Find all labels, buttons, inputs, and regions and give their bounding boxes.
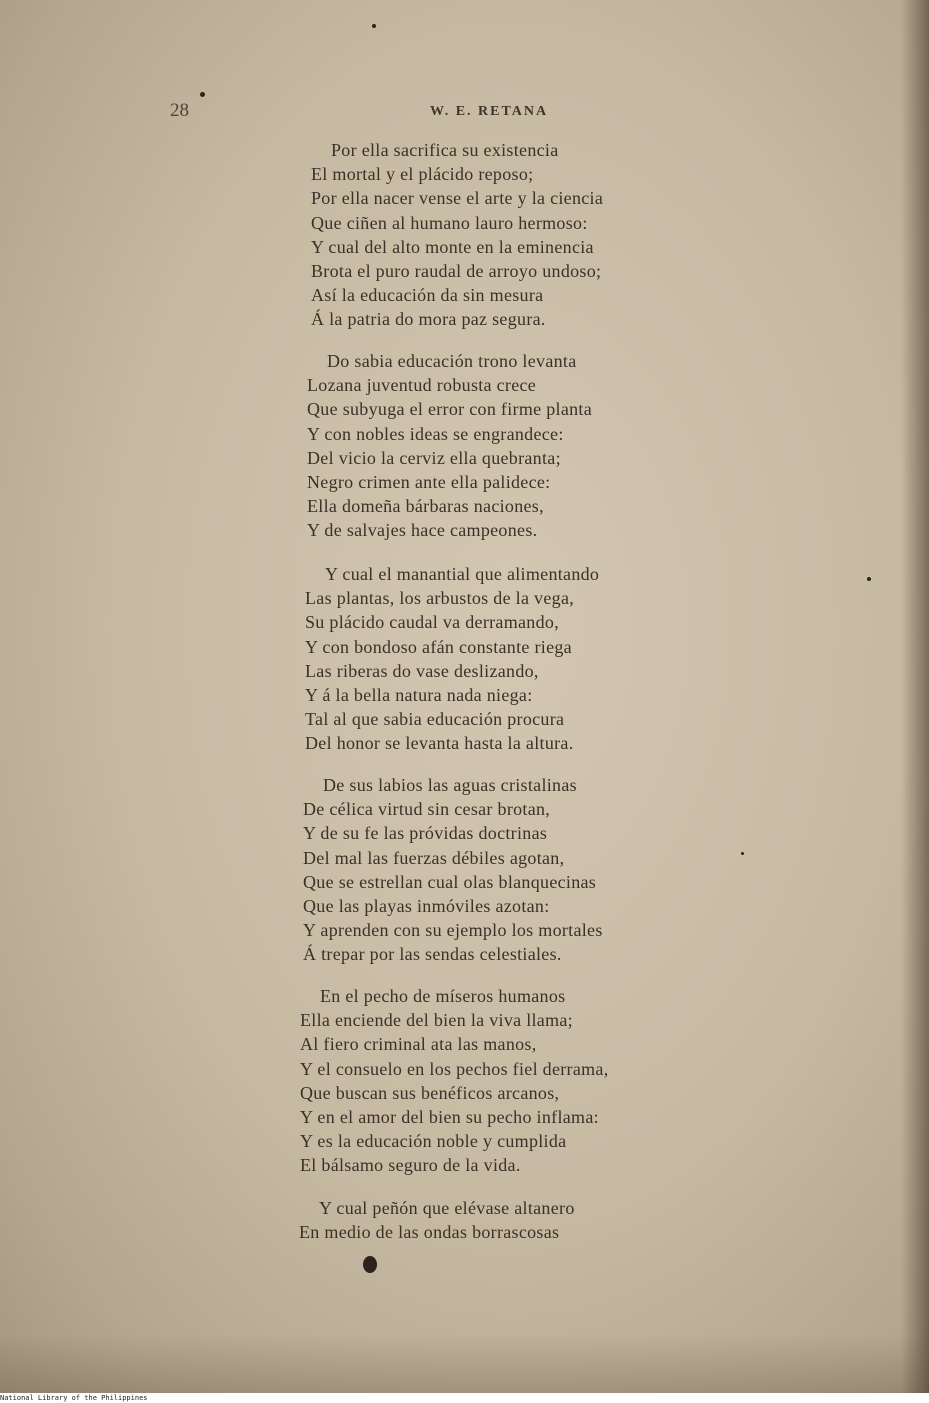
poem-line: Y aprenden con su ejemplo los mortales	[303, 920, 603, 941]
poem-line: Por ella nacer vense el arte y la ciencia	[311, 188, 604, 209]
poem-line: Su plácido caudal va derramando,	[305, 612, 560, 633]
poem-line: Lozana juventud robusta crece	[307, 375, 537, 396]
poem-line: Que buscan sus benéficos arcanos,	[300, 1082, 560, 1103]
poem-line: Del honor se levanta hasta la altura.	[305, 733, 574, 754]
poem-line: Y con nobles ideas se engrandece:	[307, 423, 564, 444]
poem-line: El bálsamo seguro de la vida.	[300, 1155, 521, 1176]
poem-line: Brota el puro raudal de arroyo undoso;	[311, 260, 602, 281]
poem-line: Que ciñen al humano lauro hermoso:	[311, 212, 588, 233]
page-number: 28	[170, 100, 189, 121]
poem-line: Del mal las fuerzas débiles agotan,	[303, 847, 565, 868]
poem-line: Á la patria do mora paz segura.	[311, 309, 546, 330]
running-head: W. E. RETANA	[430, 104, 549, 119]
poem-line: Y cual el manantial que alimentando	[325, 564, 600, 584]
poem-line: Las riberas do vase deslizando,	[305, 660, 539, 681]
poem-line: Por ella sacrifica su existencia	[331, 140, 559, 160]
stanza-3	[305, 562, 599, 756]
poem-line: Del vicio la cerviz ella quebranta;	[307, 447, 561, 468]
poem-line: Y cual del alto monte en la eminencia	[311, 236, 594, 257]
poem-line: Á trepar por las sendas celestiales.	[303, 944, 562, 965]
poem-line: De célica virtud sin cesar brotan,	[303, 799, 551, 820]
stanza-6	[299, 1196, 575, 1244]
poem-line: Las plantas, los arbustos de la vega,	[305, 588, 575, 609]
stanza-1	[311, 138, 603, 332]
poem-line: Y en el amor del bien su pecho inflama:	[300, 1106, 599, 1127]
poem-line: Y de su fe las próvidas doctrinas	[303, 823, 548, 844]
poem-line: Negro crimen ante ella palidece:	[307, 471, 551, 492]
poem-line: Ella enciende del bien la viva llama;	[300, 1010, 573, 1031]
poem-line: Y á la bella natura nada niega:	[305, 684, 533, 705]
poem-line: En medio de las ondas borrascosas	[299, 1222, 560, 1243]
poem-line: De sus labios las aguas cristalinas	[323, 775, 577, 795]
poem-line: Que las playas inmóviles azotan:	[303, 895, 550, 916]
poem-line: Y el consuelo en los pechos fiel derrama,	[300, 1058, 609, 1079]
poem-line: Y cual peñón que elévase altanero	[319, 1198, 575, 1218]
poem-line: Así la educación da sin mesura	[311, 285, 544, 306]
poem-line: Que subyuga el error con firme planta	[307, 399, 592, 420]
poem-line: Ella domeña bárbaras naciones,	[307, 496, 544, 517]
poem-line: Y es la educación noble y cumplida	[300, 1131, 567, 1152]
poem-line: Y de salvajes hace campeones.	[307, 520, 538, 541]
footer-credit: National Library of the Philippines	[0, 1394, 148, 1402]
poem-line: Tal al que sabia educación procura	[305, 709, 565, 730]
stanza-4	[303, 773, 603, 967]
stanza-2	[307, 349, 592, 543]
poem-line: Do sabia educación trono levanta	[327, 351, 577, 371]
poem-line: Y con bondoso afán constante riega	[305, 636, 572, 657]
poem-line: El mortal y el plácido reposo;	[311, 164, 534, 185]
poem-line: Que se estrellan cual olas blanquecinas	[303, 871, 597, 892]
stanza-5	[300, 984, 609, 1178]
poem-line: Al fiero criminal ata las manos,	[300, 1034, 537, 1055]
poem-line: En el pecho de míseros humanos	[320, 986, 566, 1006]
